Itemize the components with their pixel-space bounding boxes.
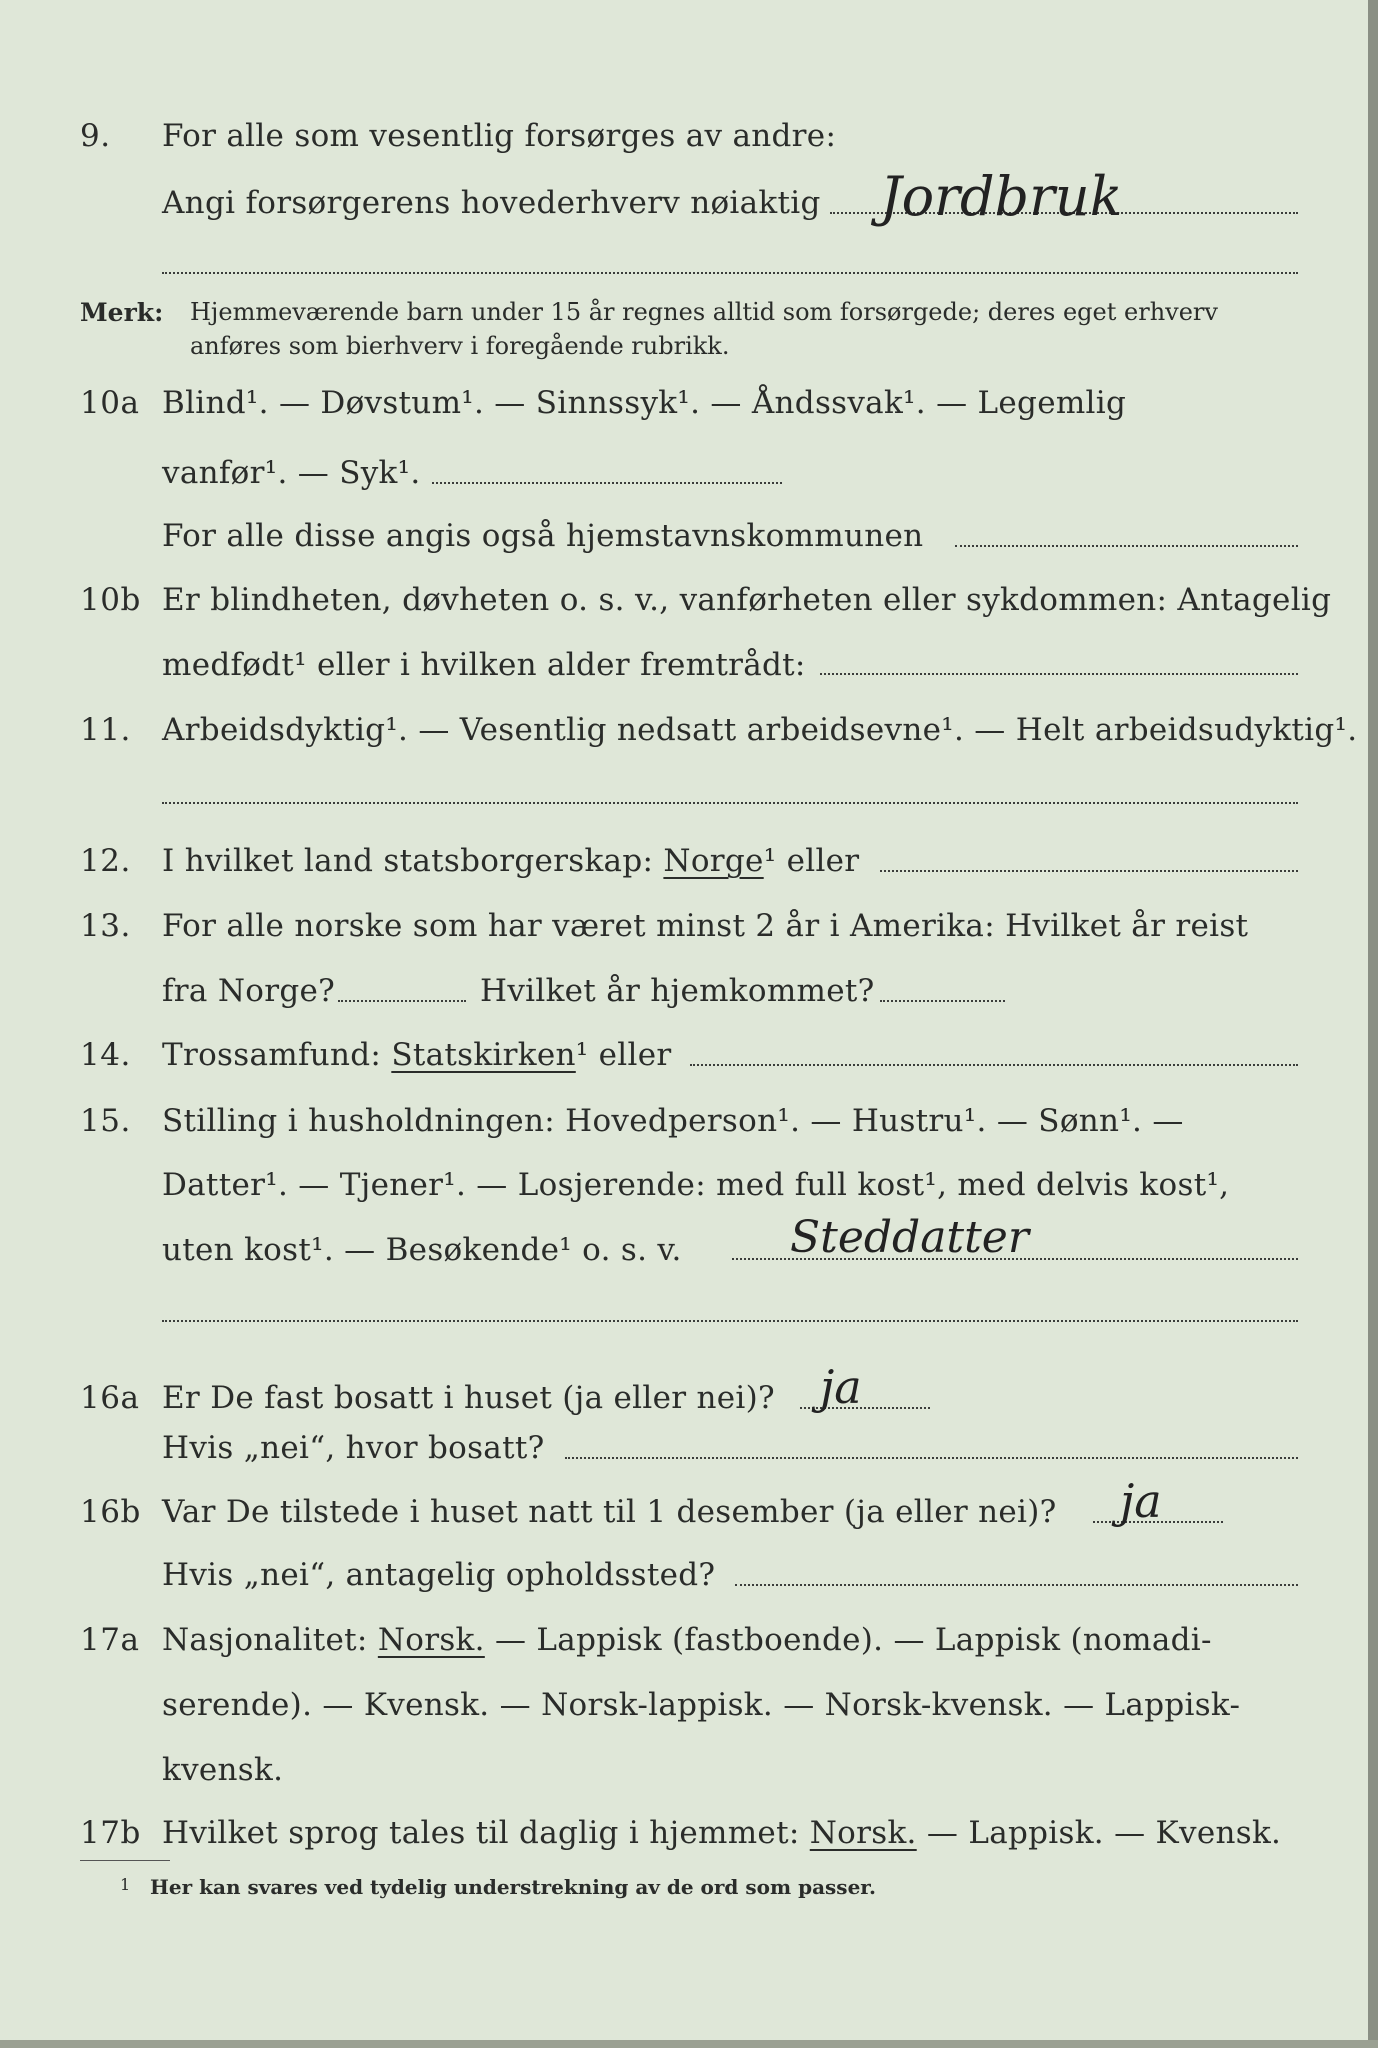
q11-number: 11.	[80, 712, 131, 748]
q17b-line	[162, 1815, 1281, 1851]
q17b-suffix: — Lappisk. — Kvensk.	[926, 1815, 1282, 1851]
q9-separator	[162, 272, 1298, 274]
q17a-number: 17a	[80, 1622, 140, 1658]
q16a-handwritten-answer: ja	[820, 1360, 862, 1414]
q17a-line2: serende). — Kvensk. — Norsk-lappisk. — Norsk-kvensk. — Lappisk-	[162, 1687, 1241, 1723]
q17a-underlined-answer: Norsk.	[377, 1622, 485, 1658]
q12-underlined-answer: Norge	[663, 843, 764, 879]
q17a-label: Nasjonalitet:	[162, 1622, 368, 1658]
q12-answer-line	[880, 870, 1298, 872]
q15-line2: Datter¹. — Tjener¹. — Losjerende: med full kost¹, med delvis kost¹,	[162, 1167, 1230, 1203]
q17b-prefix: Hvilket sprog tales til daglig i hjemmet:	[162, 1815, 800, 1851]
q15-second-line	[162, 1320, 1298, 1322]
q9-line1: For alle som vesentlig forsørges av andre:	[162, 118, 837, 154]
q14-number: 14.	[80, 1037, 131, 1073]
q10a-line3: For alle disse angis også hjemstavnskommunen	[162, 518, 924, 554]
q16a-number: 16a	[80, 1380, 140, 1416]
q13-number: 13.	[80, 908, 131, 944]
q12-number: 12.	[80, 843, 131, 879]
q17a-line1-rest: — Lappisk (fastboende). — Lappisk (nomadi-	[494, 1622, 1212, 1658]
q14-suffix: ¹ eller	[575, 1037, 672, 1073]
merk-line1: Hjemmeværende barn under 15 år regnes alltid som forsørgede; deres eget erhverv	[190, 298, 1218, 326]
q15-handwritten-answer: Steddatter	[790, 1212, 1029, 1263]
q15-line1: Stilling i husholdningen: Hovedperson¹. — Hustru¹. — Sønn¹. —	[162, 1103, 1184, 1139]
q10b-number: 10b	[80, 582, 141, 618]
q17b-underlined-answer: Norsk.	[809, 1815, 917, 1851]
q14-prefix: Trossamfund:	[162, 1037, 382, 1073]
q15-line3: uten kost¹. — Besøkende¹ o. s. v.	[162, 1232, 682, 1268]
q10a-kommune-line	[955, 545, 1298, 547]
q10b-line1: Er blindheten, døvheten o. s. v., vanførheten eller sykdommen: Antagelig	[162, 582, 1332, 618]
q10a-line2: vanfør¹. — Syk¹.	[162, 455, 421, 491]
q12-prefix: I hvilket land statsborgerskap:	[162, 843, 654, 879]
q9-number: 9.	[80, 118, 111, 154]
q17b-number: 17b	[80, 1815, 141, 1851]
paper-edge	[1368, 0, 1378, 2048]
footnote-mark: 1	[120, 1875, 131, 1894]
merk-line2: anføres som bierhverv i foregående rubrikk.	[190, 332, 730, 360]
q10a-number: 10a	[80, 385, 140, 421]
q13-line1: For alle norske som har været minst 2 år i Amerika: Hvilket år reist	[162, 908, 1249, 944]
q12-suffix: ¹ eller	[763, 843, 860, 879]
q17a-line1	[162, 1622, 1212, 1658]
q10a-line1: Blind¹. — Døvstum¹. — Sinnssyk¹. — Åndssvak¹. — Legemlig	[162, 385, 1127, 421]
q13-hjemkommet-line	[880, 1000, 1005, 1002]
q16b-opholdssted-line	[735, 1584, 1298, 1586]
q9-handwritten-answer: Jordbruk	[880, 165, 1123, 228]
q16b-line2: Hvis „nei“, antagelig opholdssted?	[162, 1557, 716, 1593]
q13-line2b: Hvilket år hjemkommet?	[480, 973, 875, 1009]
q16a-line2: Hvis „nei“, hvor bosatt?	[162, 1430, 545, 1466]
q14-answer-line	[690, 1064, 1298, 1066]
q16a-bosatt-line	[565, 1457, 1298, 1459]
q17a-line3: kvensk.	[162, 1752, 284, 1788]
q15-number: 15.	[80, 1103, 131, 1139]
q9-line2: Angi forsørgerens hovederhverv nøiaktig	[162, 185, 821, 221]
q16a-line1: Er De fast bosatt i huset (ja eller nei)?	[162, 1380, 775, 1416]
paper-bottom-edge	[0, 2040, 1378, 2048]
q16b-number: 16b	[80, 1494, 141, 1530]
q14-line	[162, 1037, 672, 1073]
q10b-line2: medfødt¹ eller i hvilken alder fremtrådt:	[162, 647, 806, 683]
footnote-text: Her kan svares ved tydelig understrekning av de ord som passer.	[150, 1875, 876, 1899]
merk-label: Merk:	[80, 298, 164, 327]
q13-line2a: fra Norge?	[162, 973, 336, 1009]
q16b-line1: Var De tilstede i huset natt til 1 desember (ja eller nei)?	[162, 1494, 1057, 1530]
q16b-handwritten-answer: ja	[1120, 1474, 1162, 1528]
q11-line1: Arbeidsdyktig¹. — Vesentlig nedsatt arbeidsevne¹. — Helt arbeidsudyktig¹.	[162, 712, 1358, 748]
q10b-answer-line	[820, 673, 1298, 675]
footnote-rule	[80, 1860, 170, 1861]
q10a-syk-line	[432, 482, 782, 484]
q11-answer-line	[162, 802, 1298, 804]
q12-line	[162, 843, 859, 879]
q14-underlined-answer: Statskirken	[391, 1037, 576, 1073]
q13-reist-line	[338, 1000, 466, 1002]
